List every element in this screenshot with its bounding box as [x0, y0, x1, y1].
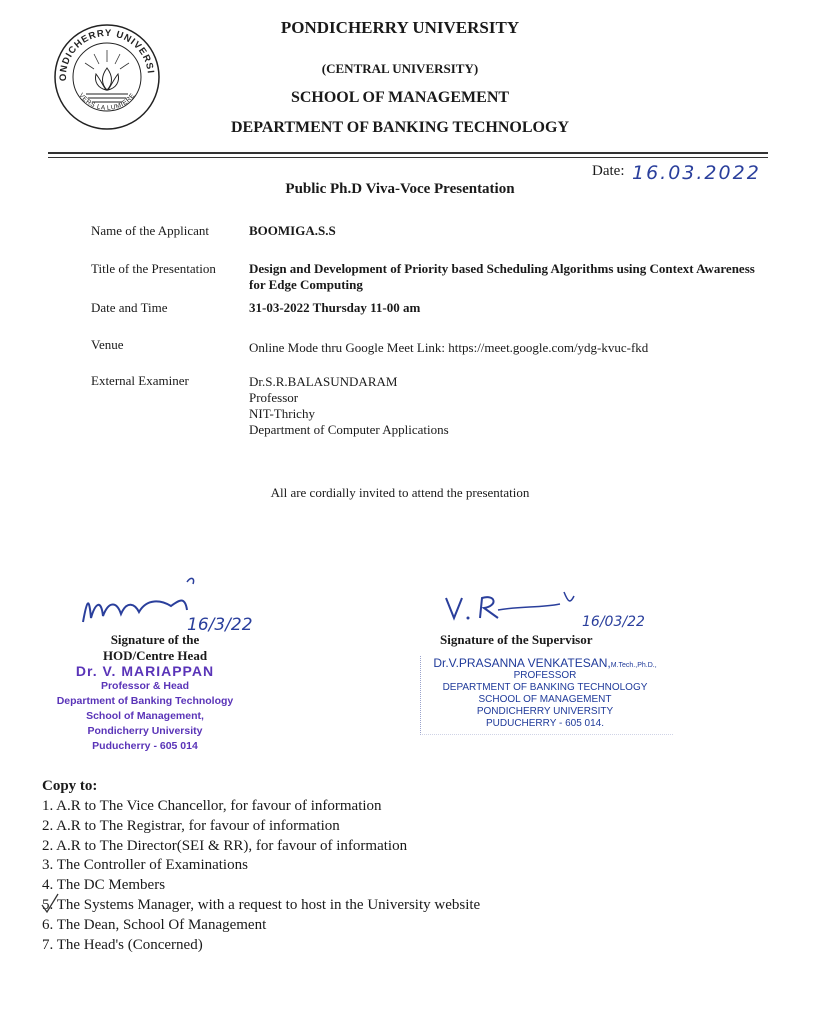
hod-stamp-line: School of Management,	[86, 710, 204, 722]
notice-title: Public Ph.D Viva-Voce Presentation	[285, 181, 515, 197]
supervisor-stamp-line: DEPARTMENT OF BANKING TECHNOLOGY	[442, 682, 648, 693]
handwritten-date: 16.03.2022	[632, 162, 761, 184]
supervisor-signature-label: Signature of the Supervisor	[440, 632, 593, 647]
list-item: 3. The Controller of Examinations	[42, 857, 248, 874]
supervisor-stamp-line: PUDUCHERRY - 605 014.	[485, 718, 604, 729]
header-divider	[48, 152, 768, 154]
supervisor-stamp-line: PROFESSOR	[513, 670, 577, 681]
date-time-value: 31-03-2022 Thursday 11-00 am	[249, 300, 421, 315]
presentation-title-value: Design and Development of Priority based Scheduling Algorithms using Context Awareness for Edge Computing	[249, 261, 755, 292]
copy-to-list	[42, 797, 480, 955]
hod-stamp-line: Pondicherry University	[87, 725, 203, 737]
copy-to-title: Copy to:	[42, 778, 98, 794]
tick-mark-icon	[36, 891, 62, 915]
date-time-label: Date and Time	[91, 300, 168, 315]
header-divider-thin	[48, 157, 768, 158]
hod-stamp-line: Department of Banking Technology	[56, 695, 234, 707]
supervisor-stamp-name-line	[420, 656, 670, 670]
supervisor-stamp-line: PONDICHERRY UNIVERSITY	[476, 706, 614, 717]
list-item: 2. A.R to The Director(SEI & RR), for favour of information	[42, 837, 408, 854]
list-item: 4. The DC Members	[42, 877, 166, 894]
list-item: 6. The Dean, School Of Management	[42, 916, 267, 933]
hod-signature	[75, 570, 275, 640]
date-label: Date:	[592, 163, 625, 179]
hod-handwritten-date: 16/3/22	[187, 615, 253, 635]
examiner-institute: NIT-Thrichy	[249, 406, 315, 421]
supervisor-stamp-degree: M.Tech.,Ph.D.,	[610, 662, 657, 669]
school-name: SCHOOL OF MANAGEMENT	[290, 89, 510, 106]
university-name: PONDICHERRY UNIVERSITY	[280, 18, 520, 37]
supervisor-signature	[440, 588, 670, 632]
hod-label-line1: Signature of the	[110, 632, 200, 647]
list-item: 7. The Head's (Concerned)	[42, 936, 203, 953]
venue-label: Venue	[91, 337, 124, 352]
hod-stamp-name: Dr. V. MARIAPPAN	[75, 663, 215, 679]
hod-label-line2: HOD/Centre Head	[102, 648, 208, 663]
external-examiner-label: External Examiner	[91, 373, 189, 388]
examiner-department: Department of Computer Applications	[249, 422, 449, 437]
hod-stamp-line: Professor & Head	[100, 680, 190, 692]
central-university-label: (CENTRAL UNIVERSITY)	[321, 61, 479, 76]
venue-value: Online Mode thru Google Meet Link: https://meet.google.com/ydg-kvuc-fkd	[249, 340, 649, 355]
hod-stamp	[30, 663, 260, 754]
hod-signature-label	[60, 632, 250, 664]
list-item: 1. A.R to The Vice Chancellor, for favour of information	[42, 798, 382, 814]
invitation-text: All are cordially invited to attend the presentation	[270, 485, 530, 500]
logo-ring-text: ONDICHERRY UNIVERSI	[57, 27, 156, 82]
logo-motto: VERS LA LUMIERE	[77, 92, 137, 112]
supervisor-stamp-line: SCHOOL OF MANAGEMENT	[478, 694, 612, 705]
applicant-label: Name of the Applicant	[91, 223, 210, 238]
lotus-emblem-icon	[52, 22, 162, 132]
hod-stamp-line: Puducherry - 605 014	[92, 740, 198, 752]
list-item: 5. The Systems Manager, with a request to host in the University website	[42, 896, 481, 913]
examiner-designation: Professor	[249, 390, 299, 405]
supervisor-stamp-name: Dr.V.PRASANNA VENKATESAN,	[433, 656, 611, 670]
examiner-name: Dr.S.R.BALASUNDARAM	[249, 374, 398, 389]
presentation-title-label: Title of the Presentation	[91, 261, 216, 276]
department-name: DEPARTMENT OF BANKING TECHNOLOGY	[231, 119, 569, 136]
supervisor-stamp	[420, 656, 670, 730]
applicant-value: BOOMIGA.S.S	[249, 223, 336, 238]
external-examiner-value	[249, 374, 769, 438]
list-item: 2. A.R to The Registrar, for favour of information	[42, 817, 340, 834]
supervisor-handwritten-date: 16/03/22	[582, 614, 645, 630]
